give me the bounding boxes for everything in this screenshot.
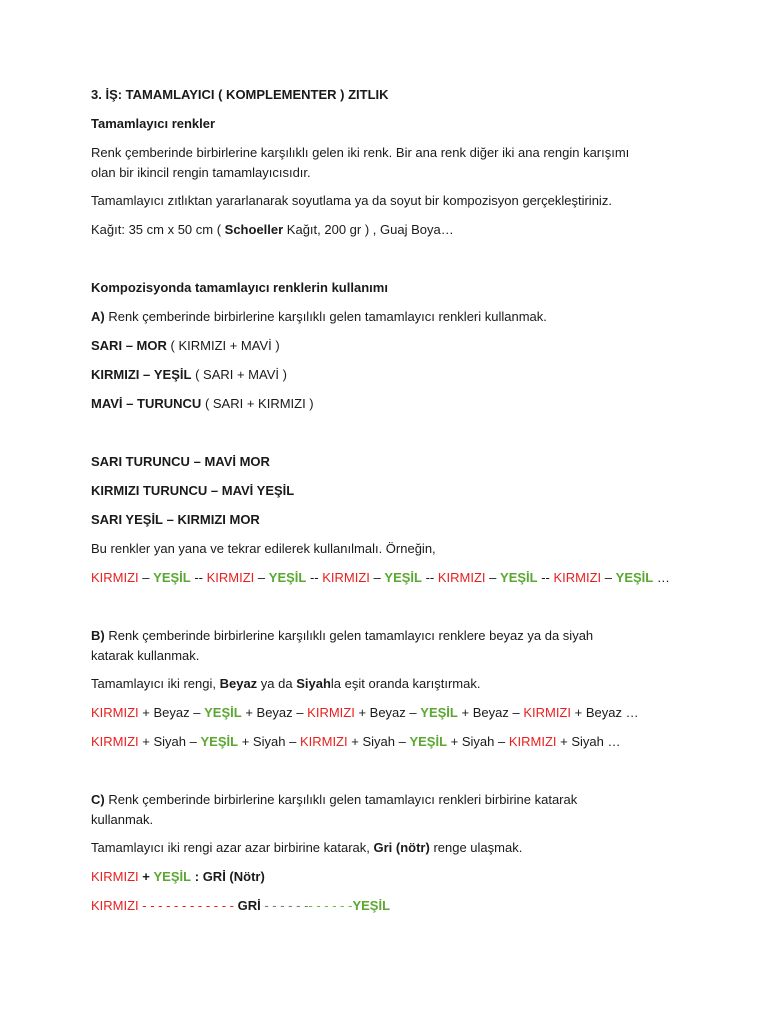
subheading: Tamamlayıcı renkler [91, 116, 216, 131]
mix-note: Tamamlayıcı iki rengi, Beyaz ya da Siyahla eşit oranda karıştırmak. [91, 676, 481, 691]
gradient-line: KIRMIZI - - - - - - - - - - - - GRİ - - - - - -- - - - - -YEŞİL [91, 898, 391, 913]
gray-formula: KIRMIZI + YEŞİL : GRİ (Nötr) [91, 869, 265, 884]
black-sequence: KIRMIZI + Siyah – YEŞİL + Siyah – KIRMIZI + Siyah – YEŞİL + Siyah – KIRMIZI + Siyah … [91, 734, 621, 749]
gray-note: Tamamlayıcı iki rengi azar azar birbirine katarak, Gri (nötr) renge ulaşmak. [91, 840, 523, 855]
pair2-row: SARI TURUNCU – MAVİ MOR [91, 454, 270, 469]
pair-row: SARI – MOR ( KIRMIZI + MAVİ ) [91, 338, 280, 353]
task-paragraph: Tamamlayıcı zıtlıktan yararlanarak soyutlama ya da soyut bir kompozisyon gerçekleştiriniz. [91, 193, 612, 208]
paper-line: Kağıt: 35 cm x 50 cm ( Schoeller Kağıt, 200 gr ) , Guaj Boya… [91, 222, 454, 237]
section-a-intro: A) Renk çemberinde birbirlerine karşılıklı gelen tamamlayıcı renkleri kullanmak. [91, 309, 547, 324]
pair-row: MAVİ – TURUNCU ( SARI + KIRMIZI ) [91, 396, 314, 411]
example-sequence: KIRMIZI – YEŞİL -- KIRMIZI – YEŞİL -- KIRMIZI – YEŞİL -- KIRMIZI – YEŞİL -- KIRMIZI – YEŞİL … [91, 570, 670, 585]
pair-row: KIRMIZI – YEŞİL ( SARI + MAVİ ) [91, 367, 287, 382]
section-b-intro: B) Renk çemberinde birbirlerine karşılıklı gelen tamamlayıcı renklere beyaz ya da siyah katarak kullanmak. [91, 628, 594, 663]
intro-paragraph: Renk çemberinde birbirlerine karşılıklı gelen iki renk. Bir ana renk diğer iki ana rengin karışımı olan bir ikincil rengin tamamlayıcısıdır. [91, 145, 630, 180]
pair2-row: SARI YEŞİL – KIRMIZI MOR [91, 512, 260, 527]
pair2-row: KIRMIZI TURUNCU – MAVİ YEŞİL [91, 483, 295, 498]
document-heading: 3. İŞ: TAMAMLAYICI ( KOMPLEMENTER ) ZITLIK [91, 87, 389, 102]
section-title: Kompozisyonda tamamlayıcı renklerin kullanımı [91, 280, 388, 295]
white-sequence: KIRMIZI + Beyaz – YEŞİL + Beyaz – KIRMIZI + Beyaz – YEŞİL + Beyaz – KIRMIZI + Beyaz … [91, 705, 639, 720]
section-c-intro: C) Renk çemberinde birbirlerine karşılıklı gelen tamamlayıcı renkleri birbirine katarak kullanmak. [91, 792, 578, 827]
repeat-note: Bu renkler yan yana ve tekrar edilerek kullanılmalı. Örneğin, [91, 541, 436, 556]
